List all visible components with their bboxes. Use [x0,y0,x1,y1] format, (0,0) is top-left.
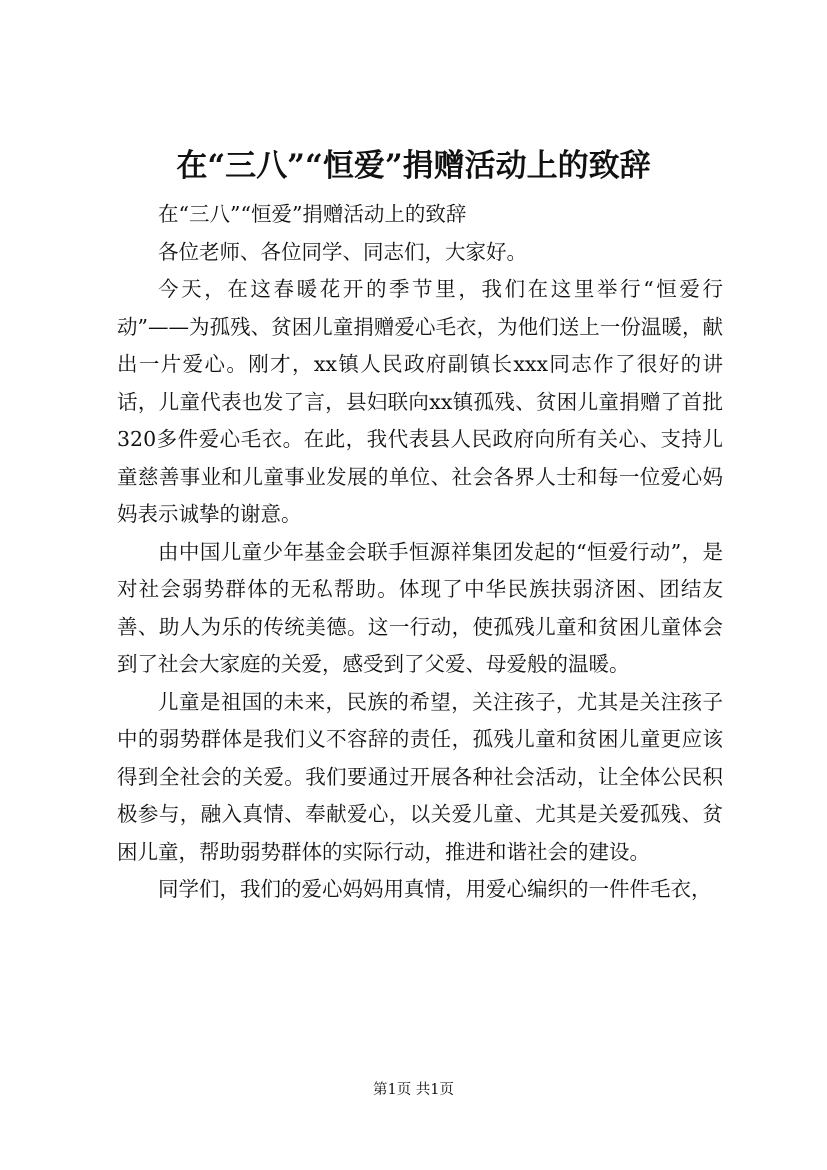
paragraph-subtitle: 在“三八”“恒爱”捐赠活动上的致辞 [158,202,467,226]
document-body [117,196,723,909]
paragraph: 今天，在这春暖花开的季节里，我们在这里举行“恒爱行动”——为孤残、贫困儿童捐赠爱心毛衣，为他们送上一份温暖，献出一片爱心。刚才，xx镇人民政府副镇长xxx同志作了很好的讲话，儿童代表也发了言，县妇联向xx镇孤残、贫困儿童捐赠了首批320多件爱心毛衣。在此，我代表县人民政府向所有关心、支持儿童慈善事业和儿童事业发展的单位、社会各界人士和每一位爱心妈妈表示诚挚的谢意。 [117,277,723,526]
page-footer: 第1页 共1页 [372,1082,455,1098]
paragraph: 由中国儿童少年基金会联手恒源祥集团发起的“恒爱行动”，是对社会弱势群体的无私帮助。体现了中华民族扶弱济困、团结友善、助人为乐的传统美德。这一行动，使孤残儿童和贫困儿童体会到了社会大家庭的关爱，感受到了父爱、母爱般的温暖。 [117,539,723,676]
document-title: 在“三八”“恒爱”捐赠活动上的致辞 [176,148,651,184]
paragraph-greeting: 各位老师、各位同学、同志们，大家好。 [158,239,527,264]
paragraph: 同学们，我们的爱心妈妈用真情，用爱心编织的一件件毛衣， [158,877,712,901]
paragraph: 儿童是祖国的未来，民族的希望，关注孩子，尤其是关注孩子中的弱势群体是我们义不容辞的责任，孤残儿童和贫困儿童更应该得到全社会的关爱。我们要通过开展各种社会活动，让全体公民积极参与，融入真情、奉献爱心，以关爱儿童、尤其是关爱孤残、贫困儿童，帮助弱势群体的实际行动，推进和谐社会的建设。 [117,689,723,864]
